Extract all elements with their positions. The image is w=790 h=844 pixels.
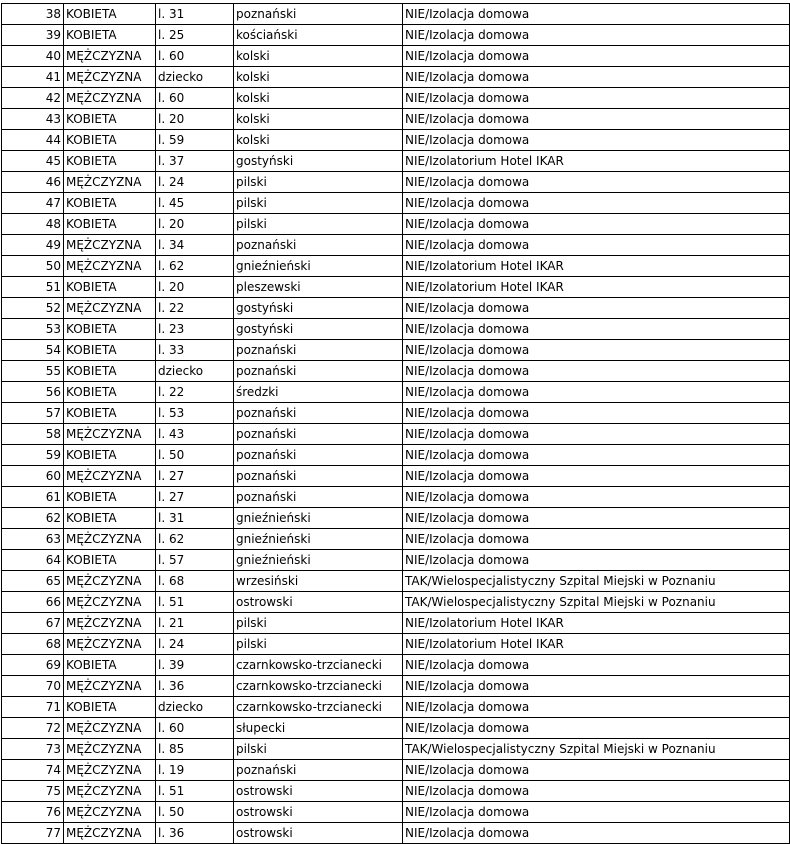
hospitalization-cell[interactable]: NIE/Izolacja domowa <box>403 466 790 487</box>
age-cell[interactable]: l. 43 <box>156 424 234 445</box>
case-number-cell[interactable]: 57 <box>2 403 64 424</box>
case-number-cell[interactable]: 76 <box>2 802 64 823</box>
case-number-cell[interactable]: 69 <box>2 655 64 676</box>
case-number-cell[interactable]: 39 <box>2 25 64 46</box>
table-row <box>2 277 790 298</box>
table-row <box>2 676 790 697</box>
case-number-cell[interactable]: 64 <box>2 550 64 571</box>
sex-cell[interactable]: MĘŻCZYZNA <box>64 256 156 277</box>
county-cell[interactable]: kolski <box>234 46 403 67</box>
case-number-cell[interactable]: 65 <box>2 571 64 592</box>
age-cell[interactable]: dziecko <box>156 361 234 382</box>
county-cell[interactable]: poznański <box>234 466 403 487</box>
age-cell[interactable]: l. 45 <box>156 193 234 214</box>
hospitalization-cell[interactable]: NIE/Izolacja domowa <box>403 4 790 25</box>
sex-cell[interactable]: KOBIETA <box>64 445 156 466</box>
case-number-cell[interactable]: 41 <box>2 67 64 88</box>
table-row <box>2 151 790 172</box>
age-cell[interactable]: l. 31 <box>156 508 234 529</box>
county-cell[interactable]: gnieźnieński <box>234 550 403 571</box>
county-cell[interactable]: poznański <box>234 760 403 781</box>
age-cell[interactable]: l. 51 <box>156 781 234 802</box>
age-cell[interactable]: l. 57 <box>156 550 234 571</box>
case-number-cell[interactable]: 38 <box>2 4 64 25</box>
table-row <box>2 361 790 382</box>
age-cell[interactable]: l. 21 <box>156 613 234 634</box>
case-number-cell[interactable]: 67 <box>2 613 64 634</box>
county-cell[interactable]: pilski <box>234 634 403 655</box>
hospitalization-cell[interactable]: NIE/Izolacja domowa <box>403 214 790 235</box>
age-cell[interactable]: l. 37 <box>156 151 234 172</box>
hospitalization-cell[interactable]: NIE/Izolacja domowa <box>403 298 790 319</box>
sex-cell[interactable]: KOBIETA <box>64 655 156 676</box>
hospitalization-cell[interactable]: NIE/Izolacja domowa <box>403 109 790 130</box>
case-number-cell[interactable]: 43 <box>2 109 64 130</box>
sex-cell[interactable]: MĘŻCZYZNA <box>64 466 156 487</box>
age-cell[interactable]: l. 25 <box>156 25 234 46</box>
age-cell[interactable]: l. 22 <box>156 382 234 403</box>
case-number-cell[interactable]: 49 <box>2 235 64 256</box>
sex-cell[interactable]: KOBIETA <box>64 214 156 235</box>
hospitalization-cell[interactable]: NIE/Izolacja domowa <box>403 718 790 739</box>
county-cell[interactable]: pleszewski <box>234 277 403 298</box>
county-cell[interactable]: średzki <box>234 382 403 403</box>
age-cell[interactable]: l. 27 <box>156 466 234 487</box>
hospitalization-cell[interactable]: NIE/Izolacja domowa <box>403 193 790 214</box>
age-cell[interactable]: l. 34 <box>156 235 234 256</box>
age-cell[interactable]: l. 33 <box>156 340 234 361</box>
sex-cell[interactable]: KOBIETA <box>64 487 156 508</box>
table-row <box>2 382 790 403</box>
case-number-cell[interactable]: 55 <box>2 361 64 382</box>
sex-cell[interactable]: KOBIETA <box>64 4 156 25</box>
county-cell[interactable]: ostrowski <box>234 592 403 613</box>
sex-cell[interactable]: KOBIETA <box>64 277 156 298</box>
age-cell[interactable]: l. 50 <box>156 802 234 823</box>
table-row <box>2 550 790 571</box>
case-number-cell[interactable]: 56 <box>2 382 64 403</box>
table-row <box>2 508 790 529</box>
table-row <box>2 823 790 844</box>
table-row <box>2 214 790 235</box>
hospitalization-cell[interactable]: TAK/Wielospecjalistyczny Szpital Miejski w Poznaniu <box>403 592 790 613</box>
hospitalization-cell[interactable]: NIE/Izolacja domowa <box>403 697 790 718</box>
sex-cell[interactable]: KOBIETA <box>64 508 156 529</box>
table-row <box>2 487 790 508</box>
case-number-cell[interactable]: 54 <box>2 340 64 361</box>
hospitalization-cell[interactable]: NIE/Izolacja domowa <box>403 235 790 256</box>
sex-cell[interactable]: MĘŻCZYZNA <box>64 676 156 697</box>
table-row <box>2 130 790 151</box>
sex-cell[interactable]: MĘŻCZYZNA <box>64 781 156 802</box>
table-row <box>2 445 790 466</box>
table-row <box>2 4 790 25</box>
county-cell[interactable]: poznański <box>234 340 403 361</box>
table-row <box>2 298 790 319</box>
case-number-cell[interactable]: 68 <box>2 634 64 655</box>
county-cell[interactable]: gnieźnieński <box>234 529 403 550</box>
sex-cell[interactable]: KOBIETA <box>64 361 156 382</box>
table-row <box>2 529 790 550</box>
county-cell[interactable]: poznański <box>234 445 403 466</box>
sex-cell[interactable]: KOBIETA <box>64 151 156 172</box>
county-cell[interactable]: poznański <box>234 424 403 445</box>
age-cell[interactable]: dziecko <box>156 697 234 718</box>
sex-cell[interactable]: KOBIETA <box>64 130 156 151</box>
county-cell[interactable]: kolski <box>234 67 403 88</box>
case-number-cell[interactable]: 47 <box>2 193 64 214</box>
county-cell[interactable]: pilski <box>234 613 403 634</box>
hospitalization-cell[interactable]: NIE/Izolacja domowa <box>403 508 790 529</box>
age-cell[interactable]: l. 20 <box>156 277 234 298</box>
table-row <box>2 655 790 676</box>
table-row <box>2 592 790 613</box>
case-number-cell[interactable]: 52 <box>2 298 64 319</box>
sex-cell[interactable]: MĘŻCZYZNA <box>64 298 156 319</box>
age-cell[interactable]: l. 53 <box>156 403 234 424</box>
age-cell[interactable]: l. 20 <box>156 214 234 235</box>
hospitalization-cell[interactable]: NIE/Izolacja domowa <box>403 46 790 67</box>
sex-cell[interactable]: MĘŻCZYZNA <box>64 592 156 613</box>
county-cell[interactable]: słupecki <box>234 718 403 739</box>
table-row <box>2 424 790 445</box>
hospitalization-cell[interactable]: NIE/Izolacja domowa <box>403 25 790 46</box>
table-row <box>2 403 790 424</box>
hospitalization-cell[interactable]: NIE/Izolacja domowa <box>403 340 790 361</box>
sex-cell[interactable]: MĘŻCZYZNA <box>64 613 156 634</box>
sex-cell[interactable]: MĘŻCZYZNA <box>64 823 156 844</box>
hospitalization-cell[interactable]: NIE/Izolacja domowa <box>403 823 790 844</box>
hospitalization-cell[interactable]: NIE/Izolacja domowa <box>403 382 790 403</box>
age-cell[interactable]: l. 36 <box>156 676 234 697</box>
age-cell[interactable]: l. 23 <box>156 319 234 340</box>
hospitalization-cell[interactable]: NIE/Izolacja domowa <box>403 361 790 382</box>
table-row <box>2 256 790 277</box>
hospitalization-cell[interactable]: NIE/Izolacja domowa <box>403 172 790 193</box>
case-number-cell[interactable]: 63 <box>2 529 64 550</box>
county-cell[interactable]: kolski <box>234 88 403 109</box>
sex-cell[interactable]: MĘŻCZYZNA <box>64 172 156 193</box>
county-cell[interactable]: kościański <box>234 25 403 46</box>
case-number-cell[interactable]: 70 <box>2 676 64 697</box>
county-cell[interactable]: pilski <box>234 193 403 214</box>
county-cell[interactable]: pilski <box>234 172 403 193</box>
table-row <box>2 781 790 802</box>
hospitalization-cell[interactable]: NIE/Izolacja domowa <box>403 529 790 550</box>
county-cell[interactable]: czarnkowsko-trzcianecki <box>234 697 403 718</box>
case-number-cell[interactable]: 73 <box>2 739 64 760</box>
case-number-cell[interactable]: 77 <box>2 823 64 844</box>
county-cell[interactable]: gnieźnieński <box>234 256 403 277</box>
sex-cell[interactable]: MĘŻCZYZNA <box>64 424 156 445</box>
hospitalization-cell[interactable]: NIE/Izolacja domowa <box>403 760 790 781</box>
table-row <box>2 718 790 739</box>
age-cell[interactable]: l. 27 <box>156 487 234 508</box>
table-row <box>2 67 790 88</box>
table-row <box>2 466 790 487</box>
sex-cell[interactable]: MĘŻCZYZNA <box>64 760 156 781</box>
age-cell[interactable]: l. 51 <box>156 592 234 613</box>
hospitalization-cell[interactable]: NIE/Izolacja domowa <box>403 550 790 571</box>
sex-cell[interactable]: KOBIETA <box>64 382 156 403</box>
case-number-cell[interactable]: 46 <box>2 172 64 193</box>
county-cell[interactable]: poznański <box>234 361 403 382</box>
hospitalization-cell[interactable]: NIE/Izolatorium Hotel IKAR <box>403 634 790 655</box>
hospitalization-cell[interactable]: NIE/Izolacja domowa <box>403 802 790 823</box>
county-cell[interactable]: wrzesiński <box>234 571 403 592</box>
table-row <box>2 571 790 592</box>
hospitalization-cell[interactable]: NIE/Izolacja domowa <box>403 487 790 508</box>
case-number-cell[interactable]: 75 <box>2 781 64 802</box>
case-number-cell[interactable]: 62 <box>2 508 64 529</box>
hospitalization-cell[interactable]: NIE/Izolatorium Hotel IKAR <box>403 277 790 298</box>
sex-cell[interactable]: MĘŻCZYZNA <box>64 88 156 109</box>
county-cell[interactable]: ostrowski <box>234 802 403 823</box>
sex-cell[interactable]: KOBIETA <box>64 697 156 718</box>
sex-cell[interactable]: MĘŻCZYZNA <box>64 802 156 823</box>
hospitalization-cell[interactable]: NIE/Izolacja domowa <box>403 781 790 802</box>
age-cell[interactable]: l. 62 <box>156 256 234 277</box>
sex-cell[interactable]: KOBIETA <box>64 550 156 571</box>
hospitalization-cell[interactable]: NIE/Izolatorium Hotel IKAR <box>403 151 790 172</box>
case-number-cell[interactable]: 51 <box>2 277 64 298</box>
sex-cell[interactable]: MĘŻCZYZNA <box>64 46 156 67</box>
age-cell[interactable]: l. 36 <box>156 823 234 844</box>
table-row <box>2 25 790 46</box>
case-number-cell[interactable]: 44 <box>2 130 64 151</box>
age-cell[interactable]: l. 50 <box>156 445 234 466</box>
county-cell[interactable]: gnieźnieński <box>234 508 403 529</box>
county-cell[interactable]: poznański <box>234 235 403 256</box>
age-cell[interactable]: l. 60 <box>156 88 234 109</box>
case-number-cell[interactable]: 40 <box>2 46 64 67</box>
sex-cell[interactable]: MĘŻCZYZNA <box>64 634 156 655</box>
age-cell[interactable]: l. 20 <box>156 109 234 130</box>
age-cell[interactable]: l. 59 <box>156 130 234 151</box>
hospitalization-cell[interactable]: NIE/Izolacja domowa <box>403 130 790 151</box>
age-cell[interactable]: l. 62 <box>156 529 234 550</box>
hospitalization-cell[interactable]: NIE/Izolacja domowa <box>403 319 790 340</box>
case-number-cell[interactable]: 45 <box>2 151 64 172</box>
sex-cell[interactable]: KOBIETA <box>64 25 156 46</box>
county-cell[interactable]: gostyński <box>234 151 403 172</box>
case-number-cell[interactable]: 60 <box>2 466 64 487</box>
table-row <box>2 88 790 109</box>
hospitalization-cell[interactable]: NIE/Izolacja domowa <box>403 424 790 445</box>
hospitalization-cell[interactable]: NIE/Izolacja domowa <box>403 403 790 424</box>
age-cell[interactable]: l. 31 <box>156 4 234 25</box>
cases-table <box>1 3 790 844</box>
table-row <box>2 340 790 361</box>
hospitalization-cell[interactable]: NIE/Izolacja domowa <box>403 676 790 697</box>
cases-table-body <box>2 4 790 844</box>
hospitalization-cell[interactable]: TAK/Wielospecjalistyczny Szpital Miejski w Poznaniu <box>403 571 790 592</box>
table-row <box>2 46 790 67</box>
age-cell[interactable]: l. 85 <box>156 739 234 760</box>
table-row <box>2 760 790 781</box>
case-number-cell[interactable]: 71 <box>2 697 64 718</box>
sex-cell[interactable]: MĘŻCZYZNA <box>64 571 156 592</box>
case-number-cell[interactable]: 74 <box>2 760 64 781</box>
county-cell[interactable]: ostrowski <box>234 781 403 802</box>
table-row <box>2 697 790 718</box>
hospitalization-cell[interactable]: NIE/Izolacja domowa <box>403 445 790 466</box>
case-number-cell[interactable]: 58 <box>2 424 64 445</box>
sex-cell[interactable]: KOBIETA <box>64 109 156 130</box>
age-cell[interactable]: l. 24 <box>156 634 234 655</box>
county-cell[interactable]: pilski <box>234 739 403 760</box>
table-row <box>2 613 790 634</box>
sex-cell[interactable]: KOBIETA <box>64 319 156 340</box>
hospitalization-cell[interactable]: TAK/Wielospecjalistyczny Szpital Miejski w Poznaniu <box>403 739 790 760</box>
sex-cell[interactable]: KOBIETA <box>64 340 156 361</box>
table-row <box>2 319 790 340</box>
sex-cell[interactable]: MĘŻCZYZNA <box>64 529 156 550</box>
county-cell[interactable]: kolski <box>234 130 403 151</box>
age-cell[interactable]: l. 68 <box>156 571 234 592</box>
case-number-cell[interactable]: 42 <box>2 88 64 109</box>
age-cell[interactable]: l. 19 <box>156 760 234 781</box>
hospitalization-cell[interactable]: NIE/Izolacja domowa <box>403 67 790 88</box>
hospitalization-cell[interactable]: NIE/Izolatorium Hotel IKAR <box>403 613 790 634</box>
sex-cell[interactable]: KOBIETA <box>64 403 156 424</box>
county-cell[interactable]: gostyński <box>234 298 403 319</box>
hospitalization-cell[interactable]: NIE/Izolatorium Hotel IKAR <box>403 256 790 277</box>
table-row <box>2 634 790 655</box>
county-cell[interactable]: poznański <box>234 487 403 508</box>
case-number-cell[interactable]: 61 <box>2 487 64 508</box>
age-cell[interactable]: l. 60 <box>156 718 234 739</box>
table-row <box>2 193 790 214</box>
hospitalization-cell[interactable]: NIE/Izolacja domowa <box>403 88 790 109</box>
sex-cell[interactable]: KOBIETA <box>64 193 156 214</box>
table-row <box>2 739 790 760</box>
case-number-cell[interactable]: 66 <box>2 592 64 613</box>
hospitalization-cell[interactable]: NIE/Izolacja domowa <box>403 655 790 676</box>
table-row <box>2 109 790 130</box>
sex-cell[interactable]: MĘŻCZYZNA <box>64 739 156 760</box>
age-cell[interactable]: l. 22 <box>156 298 234 319</box>
sex-cell[interactable]: MĘŻCZYZNA <box>64 67 156 88</box>
county-cell[interactable]: czarnkowsko-trzcianecki <box>234 655 403 676</box>
county-cell[interactable]: czarnkowsko-trzcianecki <box>234 676 403 697</box>
age-cell[interactable]: l. 60 <box>156 46 234 67</box>
county-cell[interactable]: kolski <box>234 109 403 130</box>
table-row <box>2 802 790 823</box>
age-cell[interactable]: l. 24 <box>156 172 234 193</box>
table-row <box>2 172 790 193</box>
sex-cell[interactable]: MĘŻCZYZNA <box>64 235 156 256</box>
case-number-cell[interactable]: 53 <box>2 319 64 340</box>
age-cell[interactable]: l. 39 <box>156 655 234 676</box>
county-cell[interactable]: pilski <box>234 214 403 235</box>
age-cell[interactable]: dziecko <box>156 67 234 88</box>
county-cell[interactable]: ostrowski <box>234 823 403 844</box>
case-number-cell[interactable]: 50 <box>2 256 64 277</box>
case-number-cell[interactable]: 48 <box>2 214 64 235</box>
case-number-cell[interactable]: 59 <box>2 445 64 466</box>
county-cell[interactable]: poznański <box>234 403 403 424</box>
sex-cell[interactable]: MĘŻCZYZNA <box>64 718 156 739</box>
table-row <box>2 235 790 256</box>
case-number-cell[interactable]: 72 <box>2 718 64 739</box>
county-cell[interactable]: poznański <box>234 4 403 25</box>
county-cell[interactable]: gostyński <box>234 319 403 340</box>
